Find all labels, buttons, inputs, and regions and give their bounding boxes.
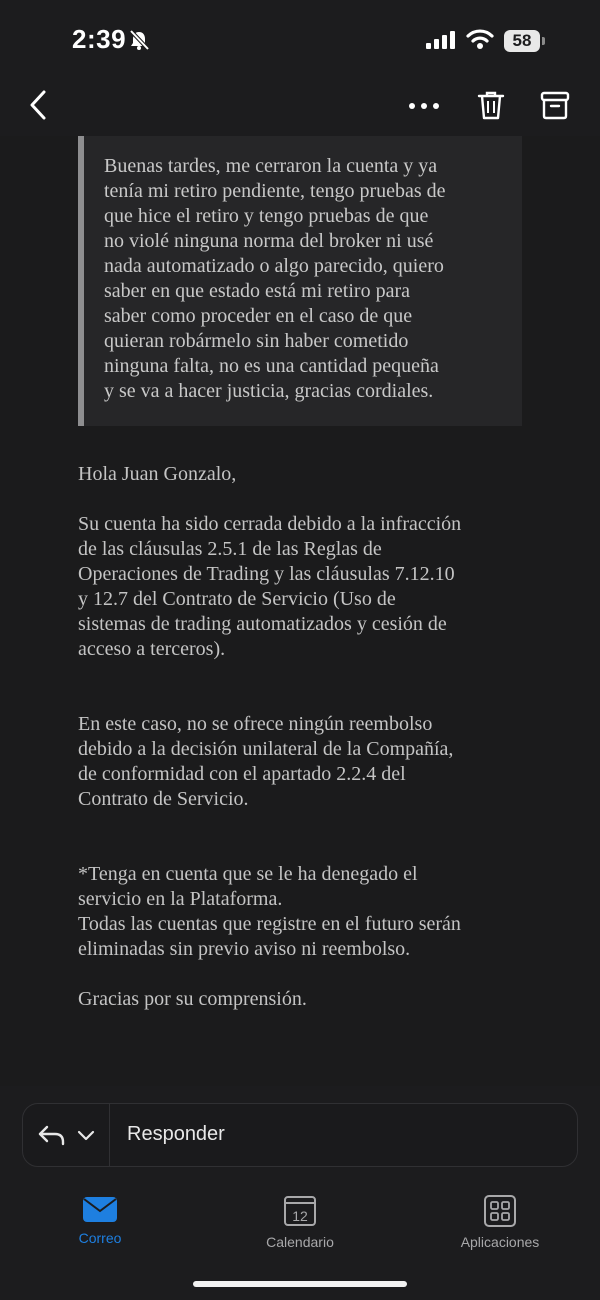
nav-bar	[0, 72, 600, 136]
greeting: Hola Juan Gonzalo,	[78, 463, 237, 485]
status-time: 2:39	[72, 24, 127, 54]
archive-button[interactable]	[538, 88, 572, 122]
more-button[interactable]	[404, 92, 444, 120]
reply-box[interactable]	[22, 1103, 578, 1167]
quoted-message-block	[78, 136, 522, 426]
calendar-day-number: 12	[292, 1208, 308, 1224]
tab-calendar-label: Calendario	[266, 1234, 334, 1250]
reply-options-button[interactable]	[23, 1104, 110, 1166]
trash-icon	[474, 88, 508, 122]
home-indicator	[193, 1281, 407, 1287]
tab-mail-label: Correo	[78, 1230, 122, 1246]
mail-icon	[82, 1194, 118, 1224]
tab-calendar[interactable]	[230, 1194, 370, 1256]
reply-area	[0, 1086, 600, 1186]
tab-apps-label: Aplicaciones	[460, 1234, 540, 1250]
ellipsis-icon	[404, 92, 444, 120]
battery-indicator: 58	[504, 30, 540, 52]
back-button[interactable]	[24, 86, 56, 124]
archive-icon	[538, 88, 572, 122]
delete-button[interactable]	[474, 88, 508, 122]
wifi-icon	[466, 28, 494, 50]
tab-bar	[0, 1186, 600, 1300]
battery-tip	[542, 37, 545, 45]
signal-icon	[426, 31, 456, 49]
reply-label[interactable]: Responder	[127, 1123, 225, 1145]
tab-mail[interactable]	[30, 1194, 170, 1256]
paragraph-account-closed: Su cuenta ha sido cerrada debido a la infracción de las cláusulas 2.5.1 de las Reglas de Operaciones de Trading y las cláusulas 7.12.10 y 12.7 del Contrato de Servicio (Uso de sistemas de trading automatizados y cesión de acceso a terceros).	[78, 513, 462, 660]
quoted-message-text: Buenas tardes, me cerraron la cuenta y ya tenía mi retiro pendiente, tengo pruebas de que hice el retiro y tengo pruebas de que no violé ninguna norma del broker ni usé nada automatizado o algo parecido, quiero saber en que estado está mi retiro para saber como proceder en el caso de que quieran robármelo sin haber cometido ninguna falta, no es una cantidad pequeña y se va a hacer justicia, gracias cordiales.	[104, 155, 446, 402]
paragraph-service-denied: *Tenga en cuenta que se le ha denegado el servicio en la Plataforma. Todas las cuentas que registre en el futuro serán eliminadas sin previo aviso ni reembolso.	[78, 863, 461, 960]
chevron-left-icon	[24, 86, 56, 124]
tab-apps[interactable]	[430, 1194, 570, 1256]
reply-icon	[37, 1124, 67, 1148]
closing: Gracias por su comprensión.	[78, 988, 307, 1010]
paragraph-no-refund: En este caso, no se ofrece ningún reembolso debido a la decisión unilateral de la Compañía, de conformidad con el apartado 2.2.4 del Contrato de Servicio.	[78, 713, 454, 810]
calendar-icon	[283, 1194, 317, 1228]
apps-grid-icon	[483, 1194, 517, 1228]
status-bar	[0, 0, 600, 72]
email-body	[0, 136, 600, 1086]
bell-slash-icon	[128, 29, 150, 51]
chevron-down-icon	[77, 1128, 95, 1142]
